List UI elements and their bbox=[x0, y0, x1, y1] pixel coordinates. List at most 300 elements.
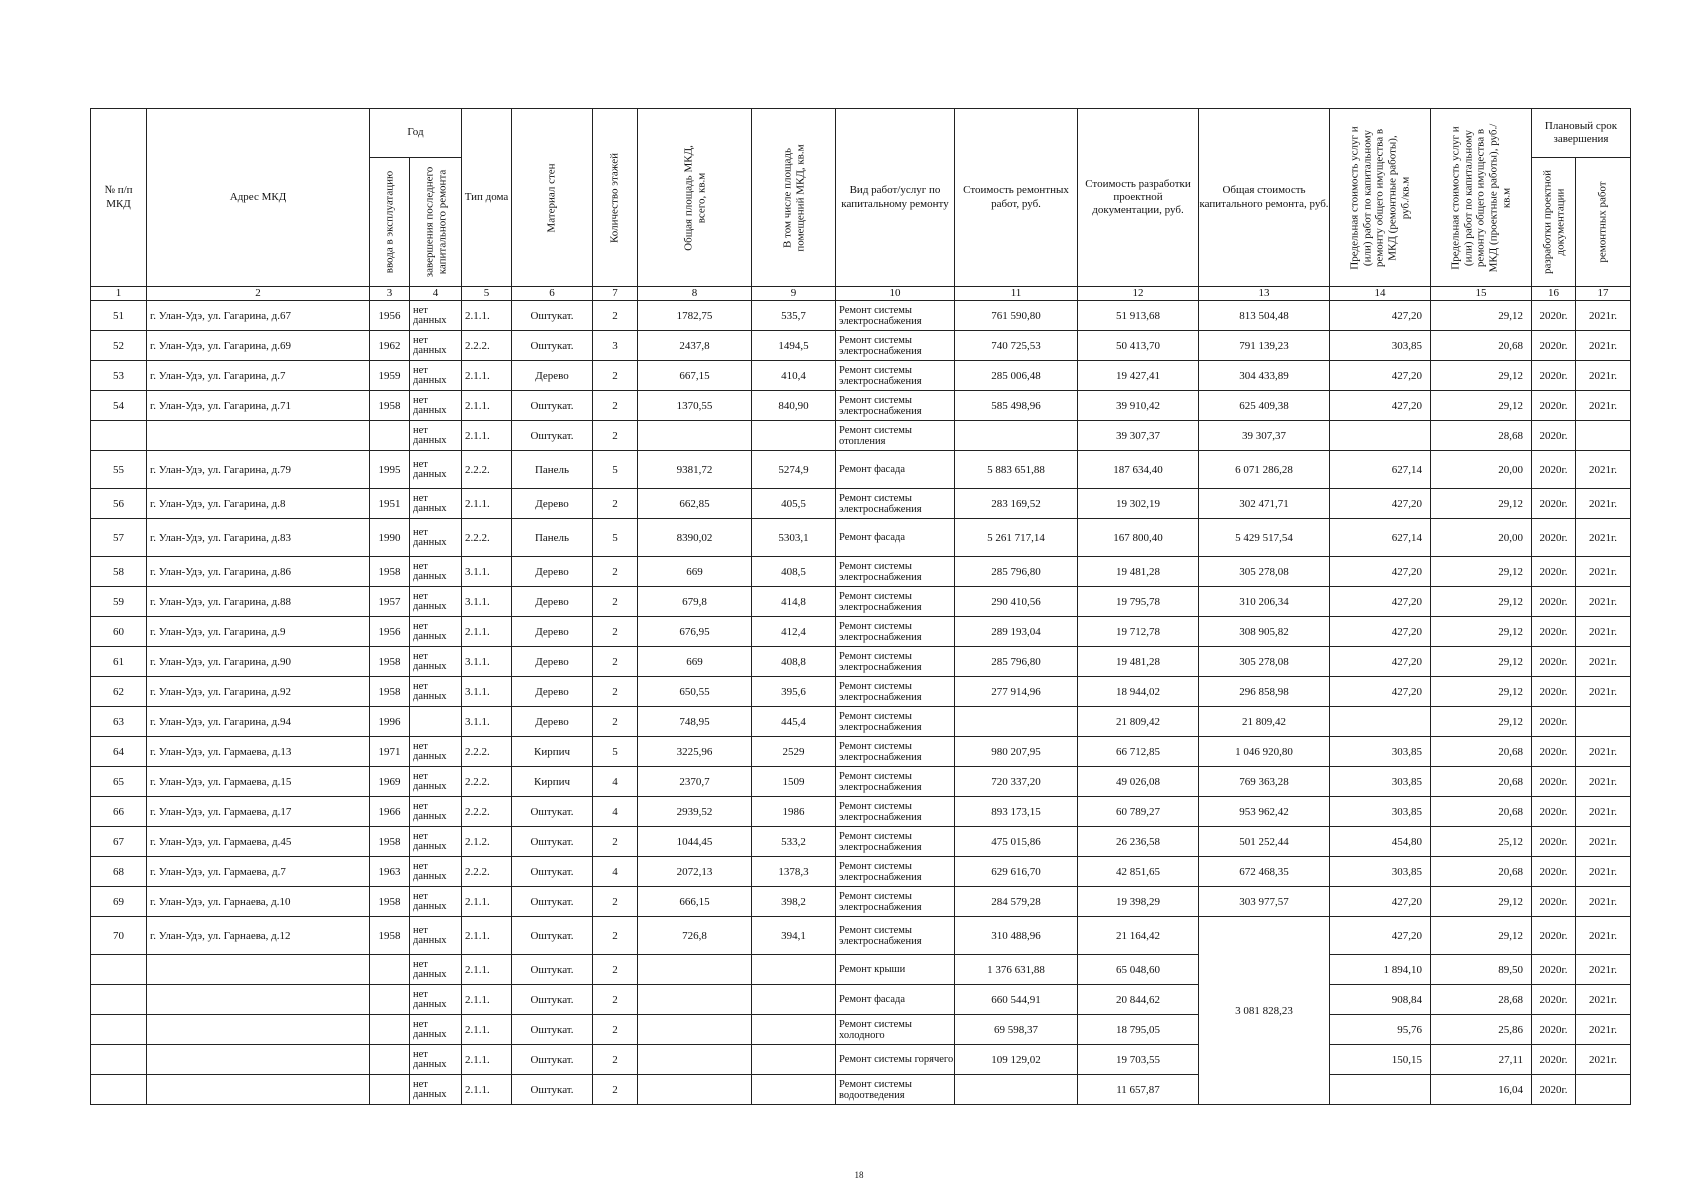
floors-cell: 5 bbox=[593, 451, 638, 489]
work-type-cell: Ремонт фасада bbox=[836, 985, 955, 1015]
address-cell: г. Улан-Удэ, ул. Гагарина, д.8 bbox=[147, 489, 370, 519]
address-cell: г. Улан-Удэ, ул. Гармаева, д.13 bbox=[147, 737, 370, 767]
floors-cell: 2 bbox=[593, 557, 638, 587]
floors-cell: 2 bbox=[593, 985, 638, 1015]
repair-cost-cell bbox=[955, 1075, 1078, 1105]
limit-repair-cell: 908,84 bbox=[1330, 985, 1431, 1015]
total-area-cell bbox=[638, 985, 752, 1015]
limit-design-cell: 29,12 bbox=[1431, 917, 1532, 955]
wall-material-cell: Панель bbox=[512, 451, 593, 489]
limit-design-cell: 20,68 bbox=[1431, 331, 1532, 361]
repair-cost-cell: 980 207,95 bbox=[955, 737, 1078, 767]
total-cost-cell: 296 858,98 bbox=[1199, 677, 1330, 707]
total-area-cell bbox=[638, 421, 752, 451]
design-cost-cell: 21 809,42 bbox=[1078, 707, 1199, 737]
total-cost-cell: 310 206,34 bbox=[1199, 587, 1330, 617]
house-type-cell: 2.1.1. bbox=[462, 361, 512, 391]
work-type-cell: Ремонт системы электроснабжения bbox=[836, 301, 955, 331]
table-row bbox=[91, 421, 1631, 451]
term-repair-cell bbox=[1576, 1075, 1631, 1105]
premises-area-cell: 395,6 bbox=[752, 677, 836, 707]
term-design-cell: 2020г. bbox=[1532, 647, 1576, 677]
limit-repair-cell: 427,20 bbox=[1330, 677, 1431, 707]
limit-repair-cell: 303,85 bbox=[1330, 797, 1431, 827]
floors-cell: 2 bbox=[593, 391, 638, 421]
house-type-cell: 2.1.1. bbox=[462, 301, 512, 331]
wall-material-cell: Кирпич bbox=[512, 737, 593, 767]
table-row bbox=[91, 917, 1631, 955]
total-area-cell: 1782,75 bbox=[638, 301, 752, 331]
limit-repair-cell: 427,20 bbox=[1330, 557, 1431, 587]
design-cost-cell: 50 413,70 bbox=[1078, 331, 1199, 361]
address-cell: г. Улан-Удэ, ул. Гарнаева, д.10 bbox=[147, 887, 370, 917]
term-design-cell: 2020г. bbox=[1532, 391, 1576, 421]
limit-design-cell: 29,12 bbox=[1431, 707, 1532, 737]
limit-design-cell: 20,00 bbox=[1431, 519, 1532, 557]
total-cost-cell: 953 962,42 bbox=[1199, 797, 1330, 827]
term-design-cell: 2020г. bbox=[1532, 887, 1576, 917]
premises-area-cell: 412,4 bbox=[752, 617, 836, 647]
design-cost-cell: 49 026,08 bbox=[1078, 767, 1199, 797]
wall-material-cell: Оштукат. bbox=[512, 391, 593, 421]
repair-cost-cell: 310 488,96 bbox=[955, 917, 1078, 955]
last-repair-cell bbox=[410, 707, 462, 737]
floors-cell: 2 bbox=[593, 1045, 638, 1075]
table-row bbox=[91, 797, 1631, 827]
limit-design-cell: 16,04 bbox=[1431, 1075, 1532, 1105]
premises-area-cell bbox=[752, 1045, 836, 1075]
term-design-cell: 2020г. bbox=[1532, 955, 1576, 985]
last-repair-cell: нет данных bbox=[410, 519, 462, 557]
year-built-cell: 1958 bbox=[370, 917, 410, 955]
row-number-cell: 58 bbox=[91, 557, 147, 587]
design-cost-cell: 65 048,60 bbox=[1078, 955, 1199, 985]
design-cost-cell: 20 844,62 bbox=[1078, 985, 1199, 1015]
table-row bbox=[91, 857, 1631, 887]
work-type-cell: Ремонт системы электроснабжения bbox=[836, 557, 955, 587]
row-number-cell: 66 bbox=[91, 797, 147, 827]
term-repair-cell: 2021г. bbox=[1576, 557, 1631, 587]
floors-cell: 2 bbox=[593, 421, 638, 451]
wall-material-cell: Оштукат. bbox=[512, 421, 593, 451]
last-repair-cell: нет данных bbox=[410, 1075, 462, 1105]
table-row bbox=[91, 647, 1631, 677]
column-number: 14 bbox=[1330, 287, 1431, 301]
limit-repair-cell: 427,20 bbox=[1330, 917, 1431, 955]
row-number-cell: 65 bbox=[91, 767, 147, 797]
limit-design-cell: 20,68 bbox=[1431, 737, 1532, 767]
wall-material-cell: Дерево bbox=[512, 489, 593, 519]
year-built-cell: 1959 bbox=[370, 361, 410, 391]
year-built-cell: 1990 bbox=[370, 519, 410, 557]
last-repair-cell: нет данных bbox=[410, 361, 462, 391]
design-cost-cell: 51 913,68 bbox=[1078, 301, 1199, 331]
wall-material-cell: Дерево bbox=[512, 677, 593, 707]
address-cell: г. Улан-Удэ, ул. Гагарина, д.7 bbox=[147, 361, 370, 391]
header-total-area: Общая площадь МКД, всего, кв.м bbox=[638, 109, 752, 287]
column-number: 8 bbox=[638, 287, 752, 301]
work-type-cell: Ремонт системы электроснабжения bbox=[836, 737, 955, 767]
total-cost-cell: 672 468,35 bbox=[1199, 857, 1330, 887]
work-type-cell: Ремонт системы горячего bbox=[836, 1045, 955, 1075]
design-cost-cell: 187 634,40 bbox=[1078, 451, 1199, 489]
wall-material-cell: Оштукат. bbox=[512, 331, 593, 361]
table-row bbox=[91, 985, 1631, 1015]
premises-area-cell: 394,1 bbox=[752, 917, 836, 955]
limit-repair-cell: 427,20 bbox=[1330, 391, 1431, 421]
floors-cell: 5 bbox=[593, 519, 638, 557]
term-repair-cell: 2021г. bbox=[1576, 857, 1631, 887]
header-total-cost: Общая стоимость капитального ремонта, руб. bbox=[1199, 109, 1330, 287]
wall-material-cell: Оштукат. bbox=[512, 955, 593, 985]
premises-area-cell bbox=[752, 1015, 836, 1045]
table-row bbox=[91, 489, 1631, 519]
limit-design-cell: 29,12 bbox=[1431, 887, 1532, 917]
premises-area-cell: 535,7 bbox=[752, 301, 836, 331]
term-design-cell: 2020г. bbox=[1532, 617, 1576, 647]
limit-repair-cell: 303,85 bbox=[1330, 767, 1431, 797]
table-row bbox=[91, 557, 1631, 587]
house-type-cell: 2.2.2. bbox=[462, 797, 512, 827]
total-area-cell: 669 bbox=[638, 647, 752, 677]
year-built-cell: 1958 bbox=[370, 827, 410, 857]
term-repair-cell: 2021г. bbox=[1576, 767, 1631, 797]
limit-design-cell: 25,12 bbox=[1431, 827, 1532, 857]
wall-material-cell: Оштукат. bbox=[512, 1045, 593, 1075]
last-repair-cell: нет данных bbox=[410, 647, 462, 677]
last-repair-cell: нет данных bbox=[410, 677, 462, 707]
last-repair-cell: нет данных bbox=[410, 421, 462, 451]
row-number-cell: 52 bbox=[91, 331, 147, 361]
house-type-cell: 2.1.2. bbox=[462, 827, 512, 857]
floors-cell: 3 bbox=[593, 331, 638, 361]
limit-design-cell: 29,12 bbox=[1431, 587, 1532, 617]
header-year: Год bbox=[370, 109, 462, 158]
limit-design-cell: 20,68 bbox=[1431, 857, 1532, 887]
work-type-cell: Ремонт системы электроснабжения bbox=[836, 887, 955, 917]
row-number-cell: 64 bbox=[91, 737, 147, 767]
premises-area-cell: 2529 bbox=[752, 737, 836, 767]
premises-area-cell: 533,2 bbox=[752, 827, 836, 857]
year-built-cell bbox=[370, 421, 410, 451]
repair-cost-cell: 289 193,04 bbox=[955, 617, 1078, 647]
limit-repair-cell: 303,85 bbox=[1330, 331, 1431, 361]
limit-repair-cell bbox=[1330, 421, 1431, 451]
term-repair-cell: 2021г. bbox=[1576, 519, 1631, 557]
repair-cost-cell: 585 498,96 bbox=[955, 391, 1078, 421]
address-cell bbox=[147, 985, 370, 1015]
column-number: 6 bbox=[512, 287, 593, 301]
house-type-cell: 2.1.1. bbox=[462, 917, 512, 955]
floors-cell: 4 bbox=[593, 767, 638, 797]
floors-cell: 2 bbox=[593, 647, 638, 677]
design-cost-cell: 19 712,78 bbox=[1078, 617, 1199, 647]
column-number: 11 bbox=[955, 287, 1078, 301]
limit-repair-cell: 150,15 bbox=[1330, 1045, 1431, 1075]
column-number: 9 bbox=[752, 287, 836, 301]
term-repair-cell: 2021г. bbox=[1576, 331, 1631, 361]
row-number-cell: 68 bbox=[91, 857, 147, 887]
premises-area-cell: 414,8 bbox=[752, 587, 836, 617]
total-cost-cell: 769 363,28 bbox=[1199, 767, 1330, 797]
wall-material-cell: Оштукат. bbox=[512, 1075, 593, 1105]
premises-area-cell bbox=[752, 421, 836, 451]
total-area-cell: 2072,13 bbox=[638, 857, 752, 887]
limit-repair-cell bbox=[1330, 1075, 1431, 1105]
header-year-last-repair: завершения последнего капитального ремонта bbox=[410, 158, 462, 287]
term-repair-cell: 2021г. bbox=[1576, 489, 1631, 519]
wall-material-cell: Дерево bbox=[512, 617, 593, 647]
design-cost-cell: 66 712,85 bbox=[1078, 737, 1199, 767]
work-type-cell: Ремонт крыши bbox=[836, 955, 955, 985]
floors-cell: 4 bbox=[593, 797, 638, 827]
limit-design-cell: 27,11 bbox=[1431, 1045, 1532, 1075]
table-row bbox=[91, 587, 1631, 617]
floors-cell: 2 bbox=[593, 301, 638, 331]
limit-repair-cell: 95,76 bbox=[1330, 1015, 1431, 1045]
year-built-cell: 1996 bbox=[370, 707, 410, 737]
house-type-cell: 2.2.2. bbox=[462, 737, 512, 767]
last-repair-cell: нет данных bbox=[410, 557, 462, 587]
row-number-cell: 55 bbox=[91, 451, 147, 489]
repair-cost-cell: 1 376 631,88 bbox=[955, 955, 1078, 985]
header-design-cost: Стоимость разработки проектной документации, руб. bbox=[1078, 109, 1199, 287]
design-cost-cell: 18 944,02 bbox=[1078, 677, 1199, 707]
work-type-cell: Ремонт системы электроснабжения bbox=[836, 361, 955, 391]
limit-design-cell: 25,86 bbox=[1431, 1015, 1532, 1045]
last-repair-cell: нет данных bbox=[410, 391, 462, 421]
year-built-cell: 1969 bbox=[370, 767, 410, 797]
term-repair-cell: 2021г. bbox=[1576, 647, 1631, 677]
house-type-cell: 3.1.1. bbox=[462, 677, 512, 707]
row-number-cell bbox=[91, 421, 147, 451]
term-design-cell: 2020г. bbox=[1532, 331, 1576, 361]
repair-cost-cell: 5 883 651,88 bbox=[955, 451, 1078, 489]
floors-cell: 2 bbox=[593, 917, 638, 955]
repair-cost-cell: 285 006,48 bbox=[955, 361, 1078, 391]
total-cost-cell: 813 504,48 bbox=[1199, 301, 1330, 331]
limit-design-cell: 29,12 bbox=[1431, 557, 1532, 587]
limit-design-cell: 89,50 bbox=[1431, 955, 1532, 985]
total-area-cell: 748,95 bbox=[638, 707, 752, 737]
house-type-cell: 3.1.1. bbox=[462, 587, 512, 617]
header-address: Адрес МКД bbox=[147, 109, 370, 287]
limit-repair-cell: 454,80 bbox=[1330, 827, 1431, 857]
row-number-cell: 70 bbox=[91, 917, 147, 955]
row-number-cell bbox=[91, 1045, 147, 1075]
total-area-cell: 2939,52 bbox=[638, 797, 752, 827]
total-cost-cell: 21 809,42 bbox=[1199, 707, 1330, 737]
wall-material-cell: Дерево bbox=[512, 587, 593, 617]
limit-repair-cell: 427,20 bbox=[1330, 617, 1431, 647]
floors-cell: 2 bbox=[593, 955, 638, 985]
last-repair-cell: нет данных bbox=[410, 1015, 462, 1045]
premises-area-cell: 840,90 bbox=[752, 391, 836, 421]
row-number-cell: 62 bbox=[91, 677, 147, 707]
repair-cost-cell: 5 261 717,14 bbox=[955, 519, 1078, 557]
total-cost-cell: 304 433,89 bbox=[1199, 361, 1330, 391]
address-cell: г. Улан-Удэ, ул. Гарнаева, д.12 bbox=[147, 917, 370, 955]
design-cost-cell: 19 703,55 bbox=[1078, 1045, 1199, 1075]
house-type-cell: 2.1.1. bbox=[462, 1015, 512, 1045]
work-type-cell: Ремонт системы электроснабжения bbox=[836, 767, 955, 797]
term-repair-cell: 2021г. bbox=[1576, 827, 1631, 857]
limit-design-cell: 29,12 bbox=[1431, 647, 1532, 677]
design-cost-cell: 39 910,42 bbox=[1078, 391, 1199, 421]
design-cost-cell: 19 427,41 bbox=[1078, 361, 1199, 391]
total-area-cell: 650,55 bbox=[638, 677, 752, 707]
last-repair-cell: нет данных bbox=[410, 985, 462, 1015]
row-number-cell: 57 bbox=[91, 519, 147, 557]
limit-design-cell: 29,12 bbox=[1431, 489, 1532, 519]
term-repair-cell: 2021г. bbox=[1576, 451, 1631, 489]
address-cell: г. Улан-Удэ, ул. Гагарина, д.86 bbox=[147, 557, 370, 587]
repair-cost-cell: 277 914,96 bbox=[955, 677, 1078, 707]
last-repair-cell: нет данных bbox=[410, 489, 462, 519]
design-cost-cell: 19 302,19 bbox=[1078, 489, 1199, 519]
wall-material-cell: Оштукат. bbox=[512, 985, 593, 1015]
term-design-cell: 2020г. bbox=[1532, 985, 1576, 1015]
row-number-cell bbox=[91, 1075, 147, 1105]
limit-design-cell: 20,68 bbox=[1431, 797, 1532, 827]
year-built-cell: 1958 bbox=[370, 557, 410, 587]
term-design-cell: 2020г. bbox=[1532, 707, 1576, 737]
total-area-cell: 2370,7 bbox=[638, 767, 752, 797]
premises-area-cell: 5303,1 bbox=[752, 519, 836, 557]
last-repair-cell: нет данных bbox=[410, 451, 462, 489]
work-type-cell: Ремонт системы электроснабжения bbox=[836, 707, 955, 737]
header-year-commission: ввода в эксплуатацию bbox=[370, 158, 410, 287]
term-repair-cell: 2021г. bbox=[1576, 391, 1631, 421]
term-repair-cell: 2021г. bbox=[1576, 985, 1631, 1015]
total-area-cell bbox=[638, 1015, 752, 1045]
row-number-cell bbox=[91, 955, 147, 985]
table-body bbox=[91, 301, 1631, 1105]
total-area-cell: 676,95 bbox=[638, 617, 752, 647]
row-number-cell bbox=[91, 985, 147, 1015]
design-cost-cell: 39 307,37 bbox=[1078, 421, 1199, 451]
work-type-cell: Ремонт системы электроснабжения bbox=[836, 647, 955, 677]
limit-design-cell: 29,12 bbox=[1431, 677, 1532, 707]
table-row bbox=[91, 361, 1631, 391]
last-repair-cell: нет данных bbox=[410, 737, 462, 767]
wall-material-cell: Оштукат. bbox=[512, 797, 593, 827]
year-built-cell: 1958 bbox=[370, 647, 410, 677]
table-row bbox=[91, 707, 1631, 737]
house-type-cell: 2.1.1. bbox=[462, 421, 512, 451]
premises-area-cell: 1494,5 bbox=[752, 331, 836, 361]
term-repair-cell: 2021г. bbox=[1576, 677, 1631, 707]
term-repair-cell: 2021г. bbox=[1576, 797, 1631, 827]
table-row bbox=[91, 827, 1631, 857]
wall-material-cell: Дерево bbox=[512, 707, 593, 737]
total-area-cell: 669 bbox=[638, 557, 752, 587]
column-number: 4 bbox=[410, 287, 462, 301]
house-type-cell: 2.2.2. bbox=[462, 857, 512, 887]
limit-design-cell: 29,12 bbox=[1431, 391, 1532, 421]
house-type-cell: 2.1.1. bbox=[462, 955, 512, 985]
last-repair-cell: нет данных bbox=[410, 331, 462, 361]
total-cost-cell: 791 139,23 bbox=[1199, 331, 1330, 361]
year-built-cell: 1958 bbox=[370, 677, 410, 707]
column-number: 16 bbox=[1532, 287, 1576, 301]
total-area-cell: 1044,45 bbox=[638, 827, 752, 857]
year-built-cell: 1963 bbox=[370, 857, 410, 887]
floors-cell: 2 bbox=[593, 1075, 638, 1105]
limit-design-cell: 29,12 bbox=[1431, 617, 1532, 647]
design-cost-cell: 167 800,40 bbox=[1078, 519, 1199, 557]
term-design-cell: 2020г. bbox=[1532, 857, 1576, 887]
address-cell: г. Улан-Удэ, ул. Гагарина, д.71 bbox=[147, 391, 370, 421]
house-type-cell: 2.1.1. bbox=[462, 887, 512, 917]
work-type-cell: Ремонт системы электроснабжения bbox=[836, 489, 955, 519]
floors-cell: 5 bbox=[593, 737, 638, 767]
work-type-cell: Ремонт системы электроснабжения bbox=[836, 857, 955, 887]
page-number: 18 bbox=[854, 1170, 864, 1180]
term-design-cell: 2020г. bbox=[1532, 587, 1576, 617]
limit-repair-cell: 427,20 bbox=[1330, 301, 1431, 331]
work-type-cell: Ремонт системы электроснабжения bbox=[836, 617, 955, 647]
work-type-cell: Ремонт системы отопления bbox=[836, 421, 955, 451]
house-type-cell: 2.1.1. bbox=[462, 985, 512, 1015]
last-repair-cell: нет данных bbox=[410, 797, 462, 827]
total-cost-cell: 501 252,44 bbox=[1199, 827, 1330, 857]
house-type-cell: 2.1.1. bbox=[462, 489, 512, 519]
address-cell bbox=[147, 1045, 370, 1075]
table-row bbox=[91, 887, 1631, 917]
year-built-cell: 1966 bbox=[370, 797, 410, 827]
total-area-cell: 666,15 bbox=[638, 887, 752, 917]
floors-cell: 2 bbox=[593, 489, 638, 519]
work-type-cell: Ремонт системы электроснабжения bbox=[836, 331, 955, 361]
total-cost-cell: 302 471,71 bbox=[1199, 489, 1330, 519]
header-deadline: Плановый срок завершения bbox=[1532, 109, 1631, 158]
repair-cost-cell: 475 015,86 bbox=[955, 827, 1078, 857]
floors-cell: 2 bbox=[593, 587, 638, 617]
term-design-cell: 2020г. bbox=[1532, 301, 1576, 331]
column-number: 3 bbox=[370, 287, 410, 301]
term-design-cell: 2020г. bbox=[1532, 1015, 1576, 1045]
premises-area-cell: 410,4 bbox=[752, 361, 836, 391]
repair-cost-cell: 285 796,80 bbox=[955, 647, 1078, 677]
wall-material-cell: Оштукат. bbox=[512, 887, 593, 917]
term-design-cell: 2020г. bbox=[1532, 557, 1576, 587]
design-cost-cell: 60 789,27 bbox=[1078, 797, 1199, 827]
total-cost-cell: 308 905,82 bbox=[1199, 617, 1330, 647]
address-cell: г. Улан-Удэ, ул. Гагарина, д.79 bbox=[147, 451, 370, 489]
year-built-cell: 1958 bbox=[370, 391, 410, 421]
row-number-cell: 54 bbox=[91, 391, 147, 421]
table-header bbox=[91, 109, 1631, 301]
premises-area-cell: 1986 bbox=[752, 797, 836, 827]
work-type-cell: Ремонт системы электроснабжения bbox=[836, 797, 955, 827]
house-type-cell: 2.2.2. bbox=[462, 451, 512, 489]
work-type-cell: Ремонт фасада bbox=[836, 519, 955, 557]
total-cost-cell: 305 278,08 bbox=[1199, 647, 1330, 677]
header-limit-repair: Предельная стоимость услуг и (или) работ по капитальному ремонту общего имущества в МКД (ремонтные работы), руб./кв.м bbox=[1330, 109, 1431, 287]
term-design-cell: 2020г. bbox=[1532, 767, 1576, 797]
year-built-cell: 1951 bbox=[370, 489, 410, 519]
column-number: 2 bbox=[147, 287, 370, 301]
premises-area-cell: 405,5 bbox=[752, 489, 836, 519]
address-cell: г. Улан-Удэ, ул. Гагарина, д.9 bbox=[147, 617, 370, 647]
row-number-cell bbox=[91, 1015, 147, 1045]
design-cost-cell: 19 481,28 bbox=[1078, 647, 1199, 677]
term-design-cell: 2020г. bbox=[1532, 827, 1576, 857]
premises-area-cell: 398,2 bbox=[752, 887, 836, 917]
total-area-cell: 667,15 bbox=[638, 361, 752, 391]
term-design-cell: 2020г. bbox=[1532, 489, 1576, 519]
